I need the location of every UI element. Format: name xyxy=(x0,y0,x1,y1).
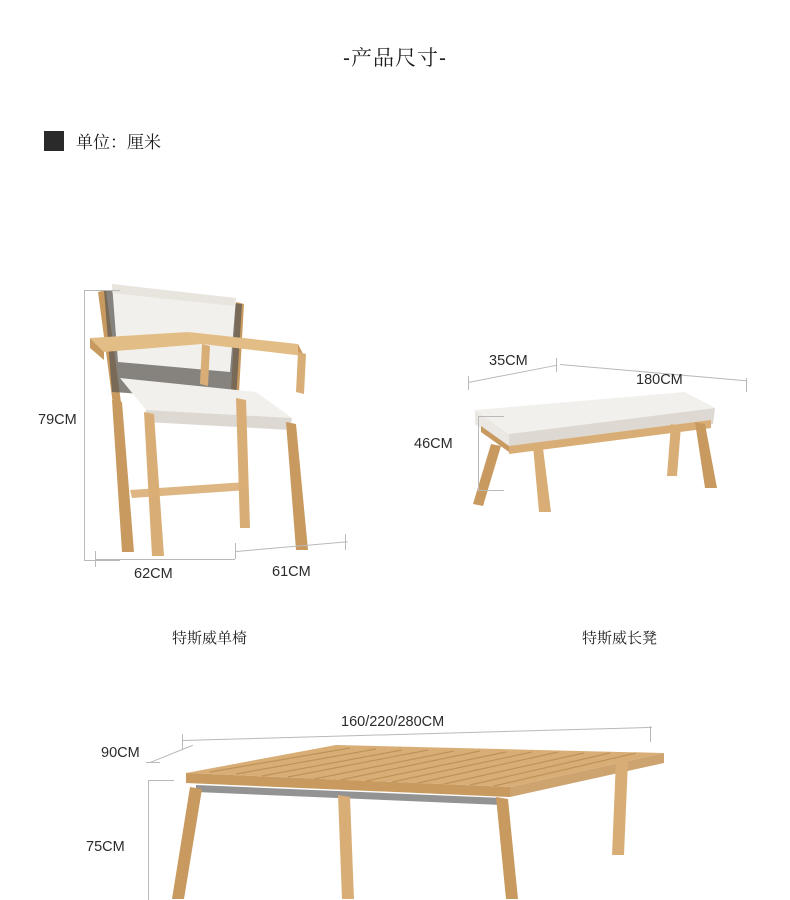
table-height-guide-top xyxy=(148,780,174,781)
bench-length-tick-right xyxy=(746,378,747,392)
table-depth-tick xyxy=(146,762,160,763)
table-depth-label: 90CM xyxy=(101,745,140,761)
bench-depth-tick-right xyxy=(556,358,557,372)
chair-width-guide xyxy=(95,559,235,560)
black-square-icon xyxy=(44,131,64,151)
chair-depth-label: 61CM xyxy=(272,564,311,580)
bench-height-guide-bottom xyxy=(478,490,504,491)
chair-illustration xyxy=(60,260,360,560)
bench-depth-tick-left xyxy=(468,376,469,390)
chair-height-label: 79CM xyxy=(38,412,77,428)
chair-height-guide xyxy=(84,290,85,560)
chair-height-guide-bottom xyxy=(84,560,120,561)
bench-height-guide xyxy=(478,416,479,490)
table-height-label: 75CM xyxy=(86,839,125,855)
bench-height-label: 46CM xyxy=(414,436,453,452)
bench-height-guide-top xyxy=(478,416,504,417)
table-height-guide xyxy=(148,780,149,900)
bench-depth-label: 35CM xyxy=(489,353,528,369)
bench-caption: 特斯威长凳 xyxy=(582,630,658,647)
unit-label: 单位：厘米 xyxy=(76,133,161,152)
chair-width-label: 62CM xyxy=(134,566,173,582)
unit-legend xyxy=(44,128,161,153)
chair-height-guide-top xyxy=(84,290,120,291)
bench-illustration xyxy=(455,350,755,550)
table-illustration xyxy=(150,735,670,900)
chair-width-tick-left xyxy=(95,551,96,567)
table-length-tick-right xyxy=(650,726,651,742)
table-length-label: 160/220/280CM xyxy=(341,714,445,730)
bench-length-label: 180CM xyxy=(636,372,683,388)
chair-depth-tick xyxy=(345,534,346,550)
chair-caption: 特斯威单椅 xyxy=(172,630,248,647)
page-title: -产品尺寸- xyxy=(343,47,447,70)
